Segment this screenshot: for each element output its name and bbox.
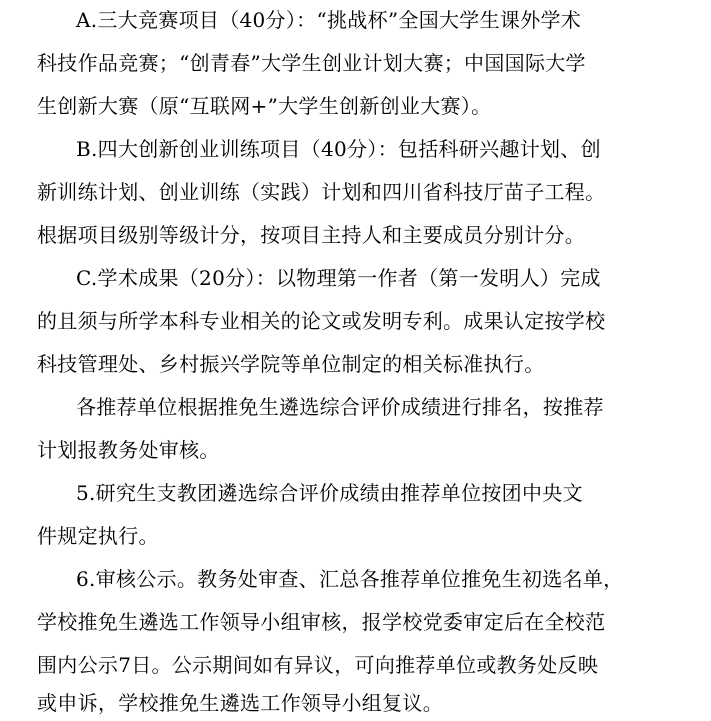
paragraph-a-line-1: A.三大竞赛项目（40分）：“挑战杯”全国大学生课外学术 [76, 8, 582, 32]
paragraph-ranking-line-1: 各推荐单位根据推免生遴选综合评价成绩进行排名，按推荐 [76, 395, 604, 419]
paragraph-b-line-1: B.四大创新创业训练项目（40分）：包括科研兴趣计划、创 [76, 137, 601, 161]
paragraph-6-line-3: 围内公示7日。公示期间如有异议，可向推荐单位或教务处反映 [37, 653, 599, 677]
paragraph-c-line-3: 科技管理处、乡村振兴学院等单位制定的相关标准执行。 [37, 352, 545, 376]
paragraph-6-line-4: 或申诉，学校推免生遴选工作领导小组复议。 [37, 691, 443, 715]
paragraph-5-line-2: 件规定执行。 [37, 524, 159, 548]
paragraph-6-line-2: 学校推免生遴选工作领导小组审核，报学校党委审定后在全校范 [37, 610, 606, 634]
paragraph-b-line-3: 根据项目级别等级计分，按项目主持人和主要成员分别计分。 [37, 223, 586, 247]
paragraph-a-line-2: 科技作品竞赛；“创青春”大学生创业计划大赛；中国国际大学 [37, 51, 586, 75]
paragraph-c-line-2: 的且须与所学本科专业相关的论文或发明专利。成果认定按学校 [37, 309, 606, 333]
paragraph-5-line-1: 5.研究生支教团遴选综合评价成绩由推荐单位按团中央文 [76, 481, 583, 505]
paragraph-ranking-line-2: 计划报教务处审核。 [37, 438, 220, 462]
paragraph-6-line-1: 6.审核公示。教务处审查、汇总各推荐单位推免生初选名单， [76, 567, 624, 591]
paragraph-c-line-1: C.学术成果（20分）：以物理第一作者（第一发明人）完成 [76, 266, 601, 290]
paragraph-a-line-3: 生创新大赛（原“互联网+”大学生创新创业大赛）。 [37, 94, 492, 118]
paragraph-b-line-2: 新训练计划、创业训练（实践）计划和四川省科技厅苗子工程。 [37, 180, 606, 204]
